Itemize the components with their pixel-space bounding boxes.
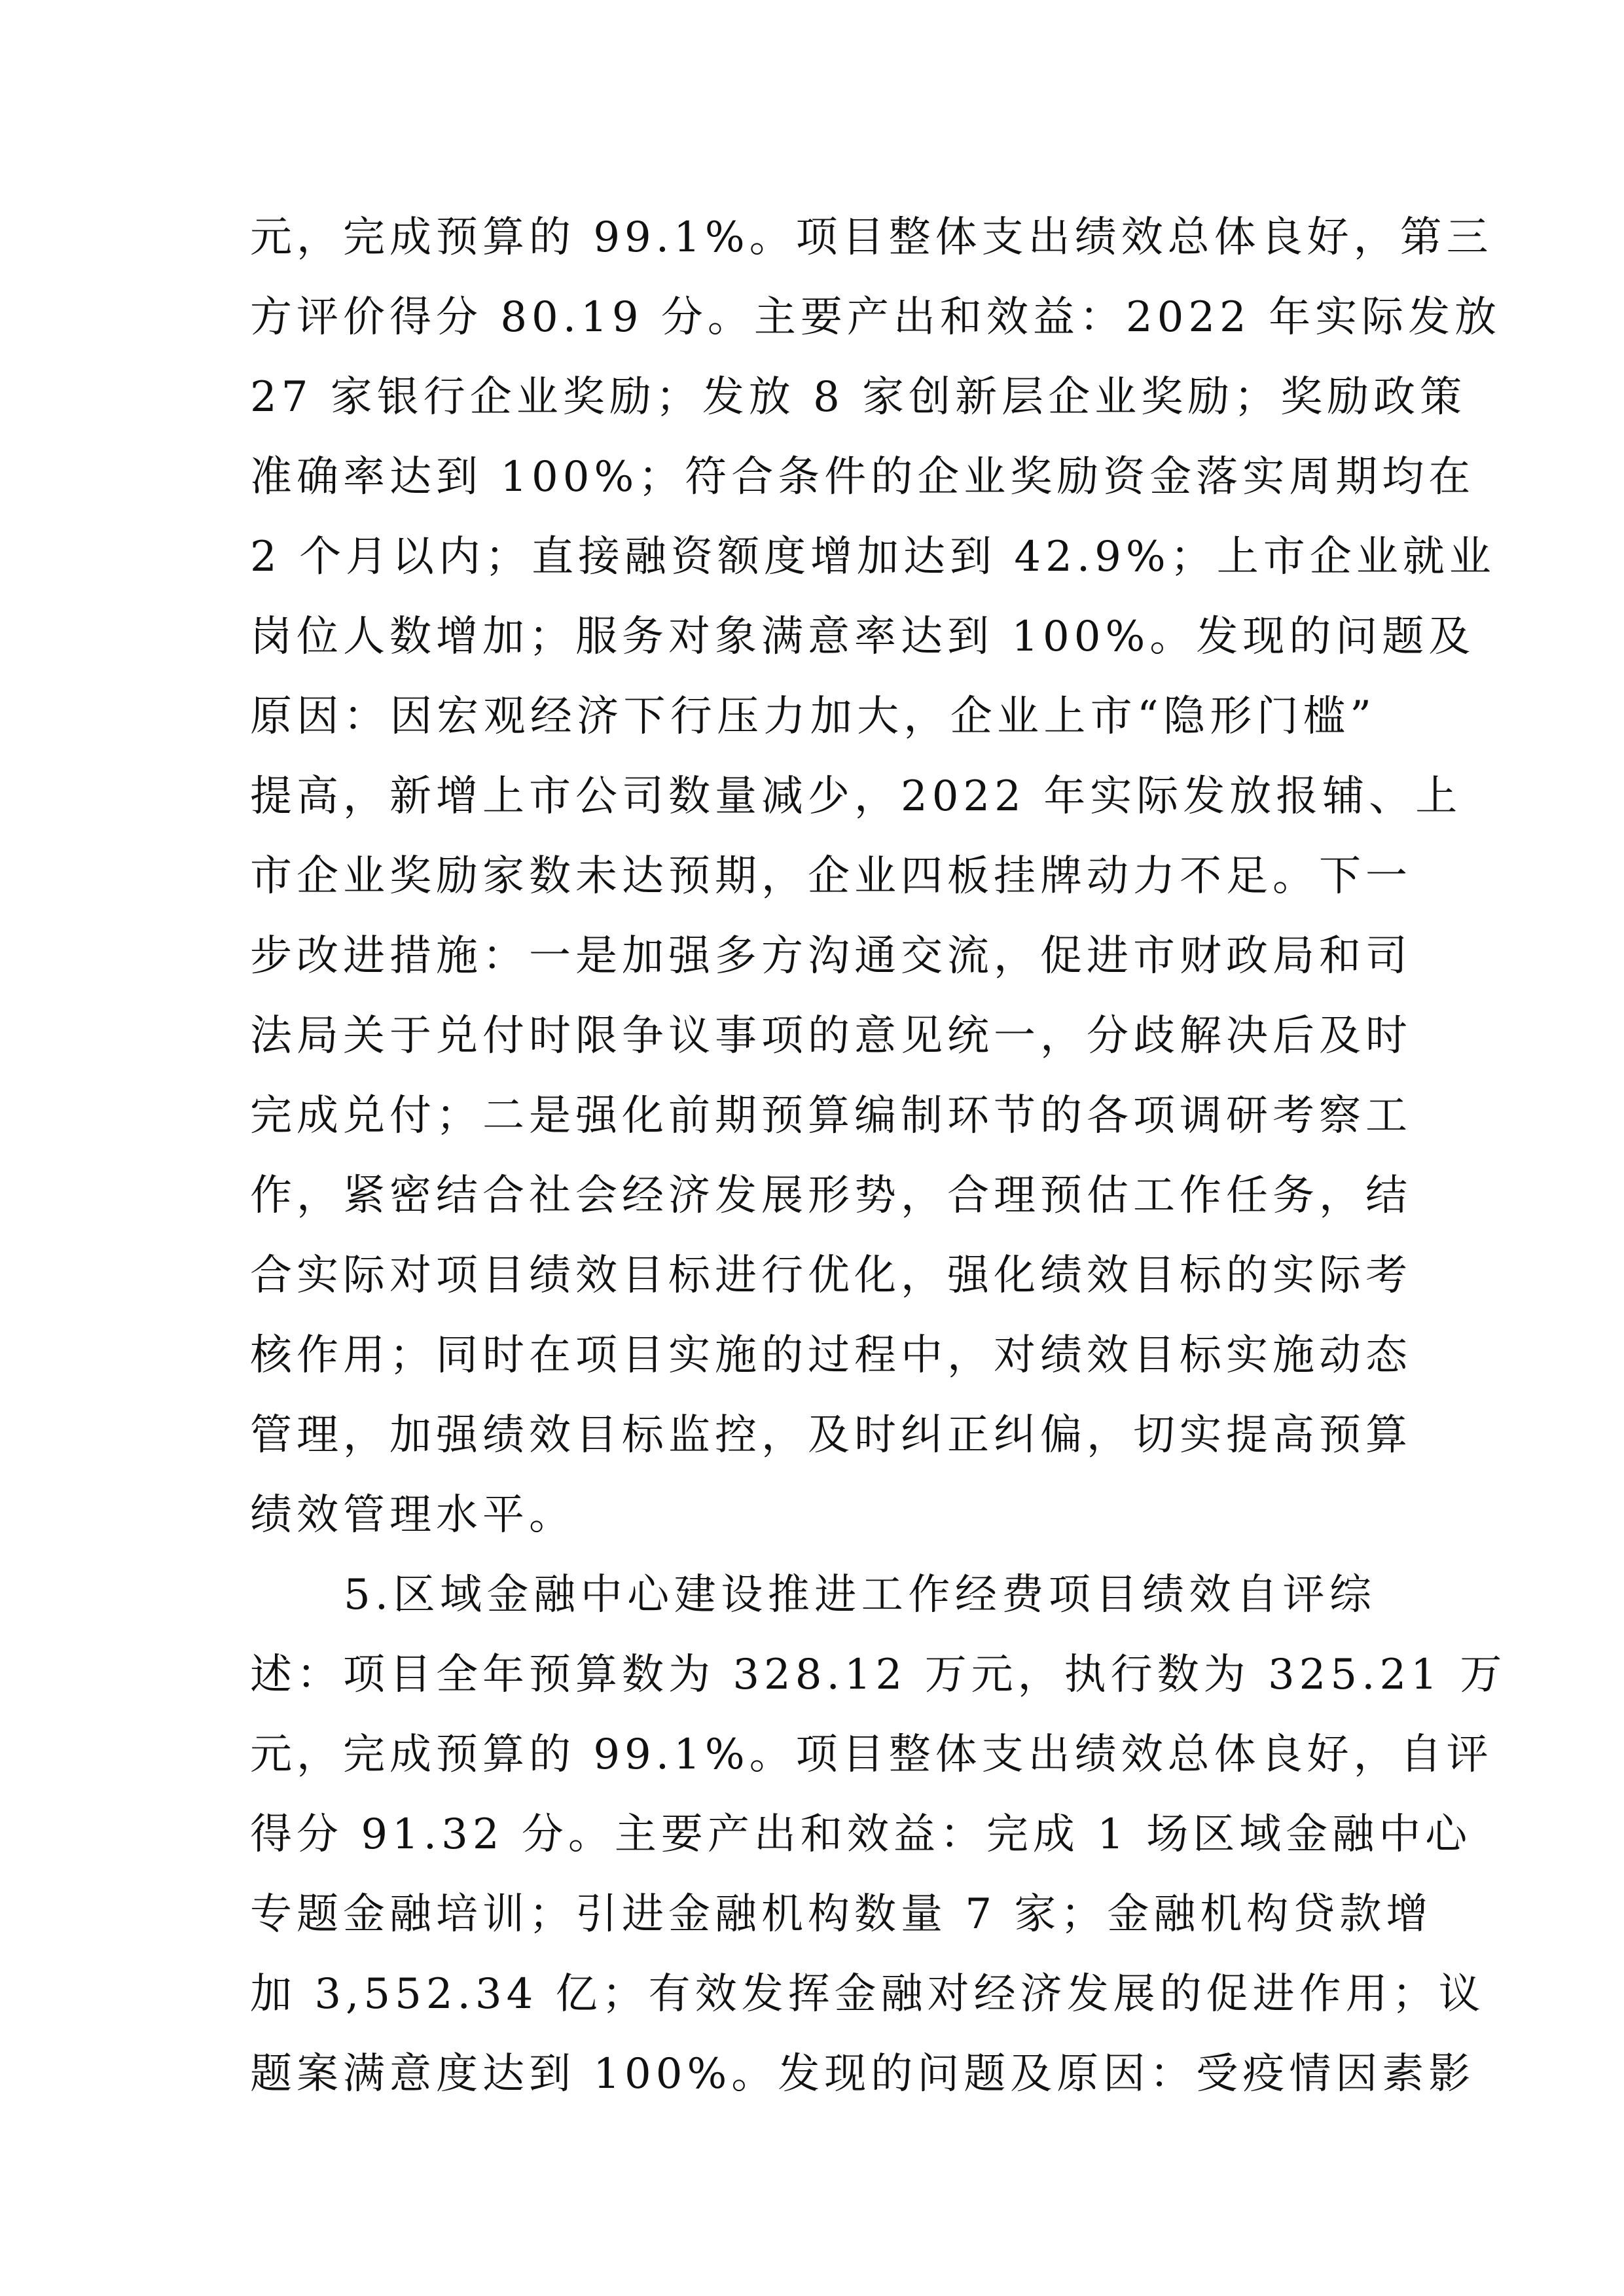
body-text — [250, 198, 1507, 2114]
text-line: 得分 91.32 分。主要产出和效益：完成 1 场区域金融中心 — [250, 1810, 1472, 1859]
text-line: 专题金融培训；引进金融机构数量 7 家；金融机构贷款增 — [250, 1890, 1433, 1939]
text-line: 27 家银行企业奖励；发放 8 家创新层企业奖励；奖励政策 — [250, 373, 1467, 422]
text-line: 题案满意度达到 100%。发现的问题及原因：受疫情因素影 — [250, 2050, 1475, 2098]
text-line: 5.区域金融中心建设推进工作经费项目绩效自评综 — [250, 1571, 1376, 1619]
text-line: 岗位人数增加；服务对象满意率达到 100%。发现的问题及 — [250, 613, 1475, 661]
text-line: 法局关于兑付时限争议事项的意见统一，分歧解决后及时 — [250, 1012, 1412, 1060]
text-line: 提高，新增上市公司数量减少，2022 年实际发放报辅、上 — [250, 772, 1462, 821]
text-line: 步改进措施：一是加强多方沟通交流，促进市财政局和司 — [250, 932, 1412, 980]
text-line: 核作用；同时在项目实施的过程中，对绩效目标实施动态 — [250, 1331, 1412, 1380]
text-line: 绩效管理水平。 — [250, 1491, 575, 1539]
text-line: 加 3,552.34 亿；有效发挥金融对经济发展的促进作用；议 — [250, 1970, 1485, 2018]
text-line: 元，完成预算的 99.1%。项目整体支出绩效总体良好，第三 — [250, 213, 1493, 262]
text-line: 合实际对项目绩效目标进行优化，强化绩效目标的实际考 — [250, 1251, 1412, 1300]
text-line: 作，紧密结合社会经济发展形势，合理预估工作任务，结 — [250, 1172, 1412, 1220]
text-line: 述：项目全年预算数为 328.12 万元，执行数为 325.21 万 — [250, 1651, 1507, 1699]
text-line: 方评价得分 80.19 分。主要产出和效益：2022 年实际发放 — [250, 293, 1502, 342]
text-line: 准确率达到 100%；符合条件的企业奖励资金落实周期均在 — [250, 453, 1475, 501]
text-line: 原因：因宏观经济下行压力加大，企业上市“隐形门槛” — [250, 692, 1376, 741]
text-line: 管理，加强绩效目标监控，及时纠正纠偏，切实提高预算 — [250, 1411, 1412, 1460]
text-line: 完成兑付；二是强化前期预算编制环节的各项调研考察工 — [250, 1092, 1412, 1140]
text-line: 市企业奖励家数未达预期，企业四板挂牌动力不足。下一 — [250, 852, 1412, 901]
text-line: 元，完成预算的 99.1%。项目整体支出绩效总体良好，自评 — [250, 1731, 1493, 1779]
text-line: 2 个月以内；直接融资额度增加达到 42.9%；上市企业就业 — [250, 533, 1496, 581]
